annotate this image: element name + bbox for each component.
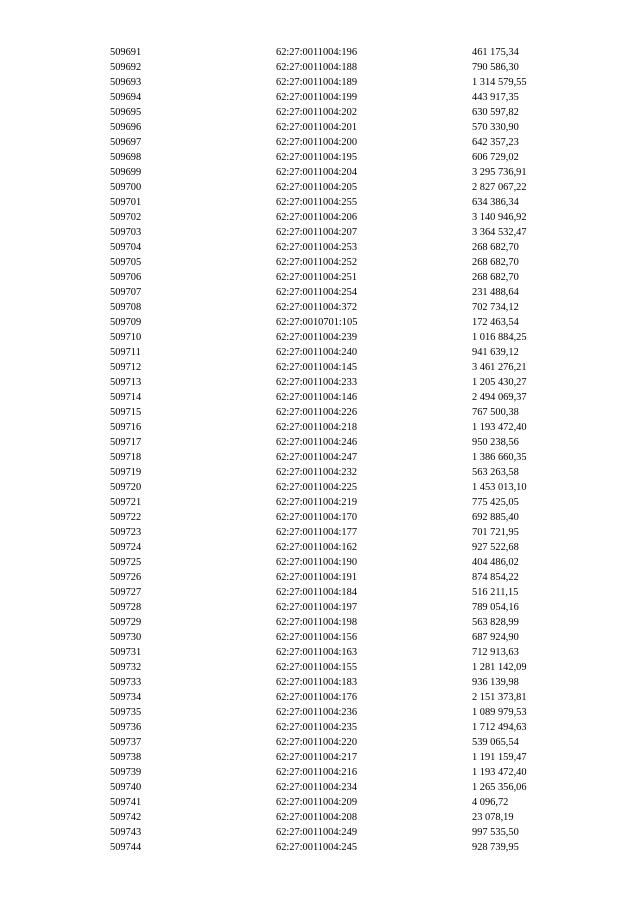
row-number-cell: 509703	[110, 227, 142, 238]
table-row	[110, 525, 580, 540]
cadastral-number-cell: 62:27:0011004:200	[276, 137, 358, 148]
row-number-cell: 509693	[110, 77, 142, 88]
cadastral-value-cell: 687 924,90	[472, 632, 519, 643]
table-row	[110, 165, 580, 180]
table-row	[110, 225, 580, 240]
cadastral-number-cell: 62:27:0011004:202	[276, 107, 358, 118]
cadastral-value-cell: 775 425,05	[472, 497, 519, 508]
table-row	[110, 360, 580, 375]
table-row	[110, 660, 580, 675]
row-number-cell: 509697	[110, 137, 142, 148]
row-number-cell: 509719	[110, 467, 142, 478]
cadastral-number-cell: 62:27:0011004:252	[276, 257, 358, 268]
table-row	[110, 690, 580, 705]
table-row	[110, 675, 580, 690]
row-number-cell: 509701	[110, 197, 142, 208]
cadastral-value-cell: 712 913,63	[472, 647, 519, 658]
row-number-cell: 509704	[110, 242, 142, 253]
row-number-cell: 509734	[110, 692, 142, 703]
row-number-cell: 509709	[110, 317, 142, 328]
cadastral-number-cell: 62:27:0011004:220	[276, 737, 358, 748]
cadastral-value-cell: 606 729,02	[472, 152, 519, 163]
table-row	[110, 720, 580, 735]
cadastral-value-cell: 539 065,54	[472, 737, 519, 748]
cadastral-number-cell: 62:27:0011004:226	[276, 407, 358, 418]
row-number-cell: 509743	[110, 827, 142, 838]
cadastral-number-cell: 62:27:0011004:209	[276, 797, 358, 808]
cadastral-number-cell: 62:27:0011004:251	[276, 272, 358, 283]
row-number-cell: 509735	[110, 707, 142, 718]
cadastral-value-cell: 3 295 736,91	[472, 167, 527, 178]
table-row	[110, 195, 580, 210]
cadastral-value-cell: 790 586,30	[472, 62, 519, 73]
row-number-cell: 509716	[110, 422, 142, 433]
cadastral-number-cell: 62:27:0011004:219	[276, 497, 358, 508]
row-number-cell: 509731	[110, 647, 142, 658]
table-row	[110, 150, 580, 165]
cadastral-number-cell: 62:27:0011004:199	[276, 92, 358, 103]
table-row	[110, 180, 580, 195]
cadastral-number-cell: 62:27:0011004:225	[276, 482, 358, 493]
cadastral-value-cell: 950 238,56	[472, 437, 519, 448]
table-row	[110, 270, 580, 285]
cadastral-number-cell: 62:27:0011004:249	[276, 827, 358, 838]
row-number-cell: 509708	[110, 302, 142, 313]
cadastral-number-cell: 62:27:0011004:196	[276, 47, 358, 58]
row-number-cell: 509718	[110, 452, 142, 463]
cadastral-value-cell: 2 151 373,81	[472, 692, 527, 703]
table-row	[110, 495, 580, 510]
cadastral-value-cell: 1 453 013,10	[472, 482, 527, 493]
cadastral-number-cell: 62:27:0011004:216	[276, 767, 358, 778]
table-row	[110, 345, 580, 360]
cadastral-number-cell: 62:27:0011004:207	[276, 227, 358, 238]
table-row	[110, 330, 580, 345]
row-number-cell: 509706	[110, 272, 142, 283]
cadastral-value-cell: 1 265 356,06	[472, 782, 527, 793]
row-number-cell: 509710	[110, 332, 142, 343]
row-number-cell: 509724	[110, 542, 142, 553]
table-row	[110, 75, 580, 90]
row-number-cell: 509729	[110, 617, 142, 628]
cadastral-number-cell: 62:27:0011004:239	[276, 332, 358, 343]
table-row	[110, 750, 580, 765]
cadastral-value-cell: 692 885,40	[472, 512, 519, 523]
cadastral-value-cell: 1 193 472,40	[472, 422, 527, 433]
table-row	[110, 105, 580, 120]
cadastral-number-cell: 62:27:0011004:372	[276, 302, 358, 313]
cadastral-value-cell: 630 597,82	[472, 107, 519, 118]
row-number-cell: 509694	[110, 92, 142, 103]
cadastral-number-cell: 62:27:0011004:236	[276, 707, 358, 718]
cadastral-number-cell: 62:27:0011004:201	[276, 122, 358, 133]
table-row	[110, 765, 580, 780]
cadastral-number-cell: 62:27:0011004:235	[276, 722, 358, 733]
row-number-cell: 509721	[110, 497, 142, 508]
cadastral-number-cell: 62:27:0011004:233	[276, 377, 358, 388]
cadastral-value-cell: 874 854,22	[472, 572, 519, 583]
cadastral-number-cell: 62:27:0011004:197	[276, 602, 358, 613]
table-row	[110, 45, 580, 60]
cadastral-value-cell: 231 488,64	[472, 287, 519, 298]
cadastral-number-cell: 62:27:0011004:146	[276, 392, 358, 403]
table-row	[110, 480, 580, 495]
row-number-cell: 509720	[110, 482, 142, 493]
table-row	[110, 645, 580, 660]
cadastral-number-cell: 62:27:0011004:162	[276, 542, 358, 553]
cadastral-value-cell: 268 682,70	[472, 257, 519, 268]
cadastral-value-cell: 23 078,19	[472, 812, 514, 823]
cadastral-number-cell: 62:27:0011004:155	[276, 662, 358, 673]
cadastral-value-cell: 701 721,95	[472, 527, 519, 538]
cadastral-value-cell: 2 827 067,22	[472, 182, 527, 193]
table-row	[110, 705, 580, 720]
table-row	[110, 810, 580, 825]
cadastral-value-cell: 1 016 884,25	[472, 332, 527, 343]
cadastral-number-cell: 62:27:0010701:105	[276, 317, 358, 328]
cadastral-value-cell: 1 205 430,27	[472, 377, 527, 388]
row-number-cell: 509726	[110, 572, 142, 583]
cadastral-number-cell: 62:27:0011004:246	[276, 437, 358, 448]
table-row	[110, 210, 580, 225]
row-number-cell: 509714	[110, 392, 142, 403]
table-row	[110, 120, 580, 135]
table-row	[110, 615, 580, 630]
cadastral-value-cell: 3 461 276,21	[472, 362, 527, 373]
cadastral-value-cell: 570 330,90	[472, 122, 519, 133]
table-row	[110, 240, 580, 255]
row-number-cell: 509736	[110, 722, 142, 733]
row-number-cell: 509740	[110, 782, 142, 793]
cadastral-value-cell: 1 386 660,35	[472, 452, 527, 463]
cadastral-number-cell: 62:27:0011004:145	[276, 362, 358, 373]
cadastral-value-table	[110, 45, 580, 855]
row-number-cell: 509730	[110, 632, 142, 643]
row-number-cell: 509695	[110, 107, 142, 118]
cadastral-number-cell: 62:27:0011004:163	[276, 647, 358, 658]
row-number-cell: 509705	[110, 257, 142, 268]
cadastral-value-cell: 642 357,23	[472, 137, 519, 148]
cadastral-number-cell: 62:27:0011004:170	[276, 512, 358, 523]
cadastral-number-cell: 62:27:0011004:191	[276, 572, 358, 583]
row-number-cell: 509742	[110, 812, 142, 823]
row-number-cell: 509699	[110, 167, 142, 178]
table-row	[110, 60, 580, 75]
row-number-cell: 509698	[110, 152, 142, 163]
cadastral-value-cell: 997 535,50	[472, 827, 519, 838]
table-row	[110, 435, 580, 450]
cadastral-number-cell: 62:27:0011004:204	[276, 167, 358, 178]
cadastral-value-cell: 634 386,34	[472, 197, 519, 208]
cadastral-number-cell: 62:27:0011004:247	[276, 452, 358, 463]
row-number-cell: 509728	[110, 602, 142, 613]
cadastral-value-cell: 941 639,12	[472, 347, 519, 358]
cadastral-number-cell: 62:27:0011004:217	[276, 752, 358, 763]
table-row	[110, 630, 580, 645]
table-row	[110, 420, 580, 435]
cadastral-number-cell: 62:27:0011004:184	[276, 587, 358, 598]
cadastral-value-cell: 3 140 946,92	[472, 212, 527, 223]
table-row	[110, 570, 580, 585]
cadastral-number-cell: 62:27:0011004:198	[276, 617, 358, 628]
cadastral-number-cell: 62:27:0011004:245	[276, 842, 358, 853]
row-number-cell: 509722	[110, 512, 142, 523]
table-row	[110, 390, 580, 405]
cadastral-number-cell: 62:27:0011004:188	[276, 62, 358, 73]
cadastral-number-cell: 62:27:0011004:156	[276, 632, 358, 643]
cadastral-value-cell: 1 193 472,40	[472, 767, 527, 778]
row-number-cell: 509741	[110, 797, 142, 808]
cadastral-number-cell: 62:27:0011004:177	[276, 527, 358, 538]
table-row	[110, 600, 580, 615]
cadastral-value-cell: 3 364 532,47	[472, 227, 527, 238]
table-row	[110, 315, 580, 330]
cadastral-value-cell: 4 096,72	[472, 797, 509, 808]
cadastral-value-cell: 936 139,98	[472, 677, 519, 688]
row-number-cell: 509717	[110, 437, 142, 448]
row-number-cell: 509691	[110, 47, 142, 58]
table-row	[110, 255, 580, 270]
table-row	[110, 450, 580, 465]
cadastral-number-cell: 62:27:0011004:195	[276, 152, 358, 163]
cadastral-value-cell: 1 712 494,63	[472, 722, 527, 733]
row-number-cell: 509744	[110, 842, 142, 853]
row-number-cell: 509725	[110, 557, 142, 568]
cadastral-number-cell: 62:27:0011004:253	[276, 242, 358, 253]
cadastral-value-cell: 702 734,12	[472, 302, 519, 313]
row-number-cell: 509715	[110, 407, 142, 418]
row-number-cell: 509692	[110, 62, 142, 73]
cadastral-value-cell: 563 828,99	[472, 617, 519, 628]
table-row	[110, 780, 580, 795]
cadastral-value-cell: 404 486,02	[472, 557, 519, 568]
table-row	[110, 555, 580, 570]
table-row	[110, 510, 580, 525]
cadastral-number-cell: 62:27:0011004:190	[276, 557, 358, 568]
table-row	[110, 300, 580, 315]
cadastral-number-cell: 62:27:0011004:240	[276, 347, 358, 358]
table-row	[110, 465, 580, 480]
cadastral-value-cell: 927 522,68	[472, 542, 519, 553]
cadastral-value-cell: 1 089 979,53	[472, 707, 527, 718]
cadastral-value-cell: 516 211,15	[472, 587, 519, 598]
row-number-cell: 509700	[110, 182, 142, 193]
cadastral-value-cell: 789 054,16	[472, 602, 519, 613]
row-number-cell: 509739	[110, 767, 142, 778]
cadastral-value-cell: 461 175,34	[472, 47, 519, 58]
cadastral-value-cell: 1 191 159,47	[472, 752, 527, 763]
row-number-cell: 509702	[110, 212, 142, 223]
table-row	[110, 285, 580, 300]
cadastral-value-cell: 2 494 069,37	[472, 392, 527, 403]
row-number-cell: 509713	[110, 377, 142, 388]
row-number-cell: 509738	[110, 752, 142, 763]
table-row	[110, 795, 580, 810]
table-row	[110, 735, 580, 750]
cadastral-value-cell: 563 263,58	[472, 467, 519, 478]
table-row	[110, 840, 580, 855]
cadastral-number-cell: 62:27:0011004:218	[276, 422, 358, 433]
row-number-cell: 509732	[110, 662, 142, 673]
cadastral-number-cell: 62:27:0011004:189	[276, 77, 358, 88]
table-row	[110, 825, 580, 840]
cadastral-number-cell: 62:27:0011004:234	[276, 782, 358, 793]
table-row	[110, 90, 580, 105]
table-row	[110, 585, 580, 600]
cadastral-value-cell: 928 739,95	[472, 842, 519, 853]
cadastral-value-cell: 443 917,35	[472, 92, 519, 103]
row-number-cell: 509711	[110, 347, 141, 358]
cadastral-value-cell: 268 682,70	[472, 272, 519, 283]
cadastral-number-cell: 62:27:0011004:176	[276, 692, 358, 703]
row-number-cell: 509727	[110, 587, 142, 598]
row-number-cell: 509737	[110, 737, 142, 748]
cadastral-number-cell: 62:27:0011004:205	[276, 182, 358, 193]
row-number-cell: 509696	[110, 122, 142, 133]
cadastral-number-cell: 62:27:0011004:206	[276, 212, 358, 223]
cadastral-value-cell: 1 281 142,09	[472, 662, 527, 673]
table-row	[110, 540, 580, 555]
cadastral-number-cell: 62:27:0011004:232	[276, 467, 358, 478]
cadastral-value-cell: 172 463,54	[472, 317, 519, 328]
cadastral-number-cell: 62:27:0011004:208	[276, 812, 358, 823]
row-number-cell: 509723	[110, 527, 142, 538]
cadastral-number-cell: 62:27:0011004:183	[276, 677, 358, 688]
row-number-cell: 509712	[110, 362, 142, 373]
row-number-cell: 509733	[110, 677, 142, 688]
cadastral-number-cell: 62:27:0011004:254	[276, 287, 358, 298]
row-number-cell: 509707	[110, 287, 142, 298]
cadastral-value-cell: 268 682,70	[472, 242, 519, 253]
cadastral-value-cell: 767 500,38	[472, 407, 519, 418]
table-row	[110, 405, 580, 420]
cadastral-number-cell: 62:27:0011004:255	[276, 197, 358, 208]
cadastral-value-cell: 1 314 579,55	[472, 77, 527, 88]
table-row	[110, 375, 580, 390]
table-row	[110, 135, 580, 150]
